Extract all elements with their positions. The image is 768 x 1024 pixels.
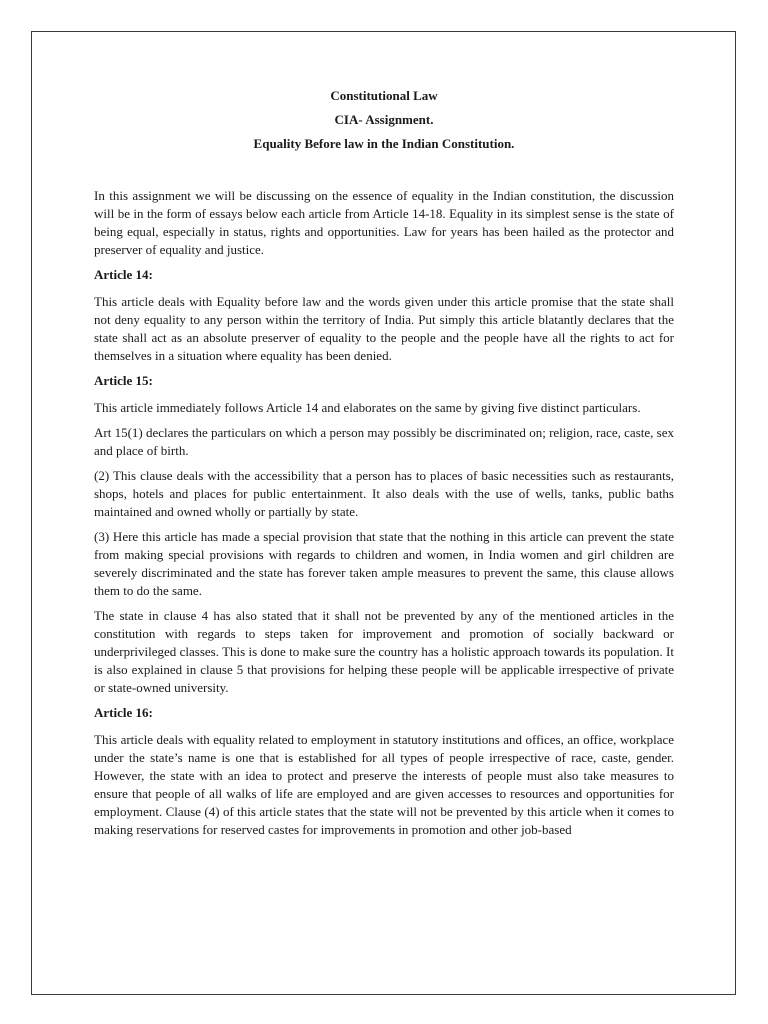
document-body	[94, 86, 674, 839]
document-title: Constitutional Law	[330, 88, 438, 103]
intro-paragraph: In this assignment we will be discussing on the essence of equality in the Indian constitution, the discussion will be in the form of essays below each article from Article 14-18. Equality in its simplest sense is the state of being equal, especially in status, rights and opportunities. Law for years has been hailed as the protector and preserver of equality and justice.	[94, 188, 674, 257]
article-15-paragraph: This article immediately follows Article 14 and elaborates on the same by giving five distinct particulars.	[94, 400, 641, 415]
article-14-paragraph: This article deals with Equality before law and the words given under this article promise that the state shall not deny equality to any person within the territory of India. Put simply this article blatantly declares that the state shall act as an absolute preserver of equality to the people and the people have all the rights to act for themselves in a situation where equality has been denied.	[94, 294, 674, 363]
article-15-clause-1: Art 15(1) declares the particulars on which a person may possibly be discriminated on; religion, race, caste, sex and place of birth.	[94, 425, 674, 458]
article-15-heading: Article 15:	[94, 373, 153, 388]
article-15-clause-2: (2) This clause deals with the accessibility that a person has to places of basic necessities such as restaurants, shops, hotels and places for public entertainment. It also deals with the use of wells, tanks, public baths maintained and owned wholly or partially by state.	[94, 468, 674, 519]
article-15-clause-4-5: The state in clause 4 has also stated that it shall not be prevented by any of the mentioned articles in the constitution with regards to steps taken for improvement and promotion of socially backward or underprivileged classes. This is done to make sure the country has a holistic approach towards its population. It is also explained in clause 5 that provisions for helping these people will be applicable irrespective of private or state-owned university.	[94, 608, 674, 695]
document-subtitle: CIA- Assignment.	[334, 112, 434, 127]
article-14-heading: Article 14:	[94, 267, 153, 282]
article-15-clause-3: (3) Here this article has made a special provision that state that the nothing in this article can prevent the state from making special provisions with regards to children and women, in India women and girl children are severely discriminated and the state has forever taken ample measures to prevent the same, this clause allows them to do the same.	[94, 529, 674, 598]
article-16-paragraph: This article deals with equality related to employment in statutory institutions and offices, an office, workplace under the state’s name is one that is established for all types of people irrespective of race, caste, gender. However, the state with an idea to protect and preserve the interests of people must also take measures to ensure that people of all walks of life are employed and are given accesses to resources and opportunities for employment. Clause (4) of this article states that the state will not be prevented by this article when it comes to making reservations for reserved castes for improvements in promotion and other job-based	[94, 732, 674, 837]
document-topic: Equality Before law in the Indian Constitution.	[253, 136, 515, 151]
article-16-heading: Article 16:	[94, 705, 153, 720]
